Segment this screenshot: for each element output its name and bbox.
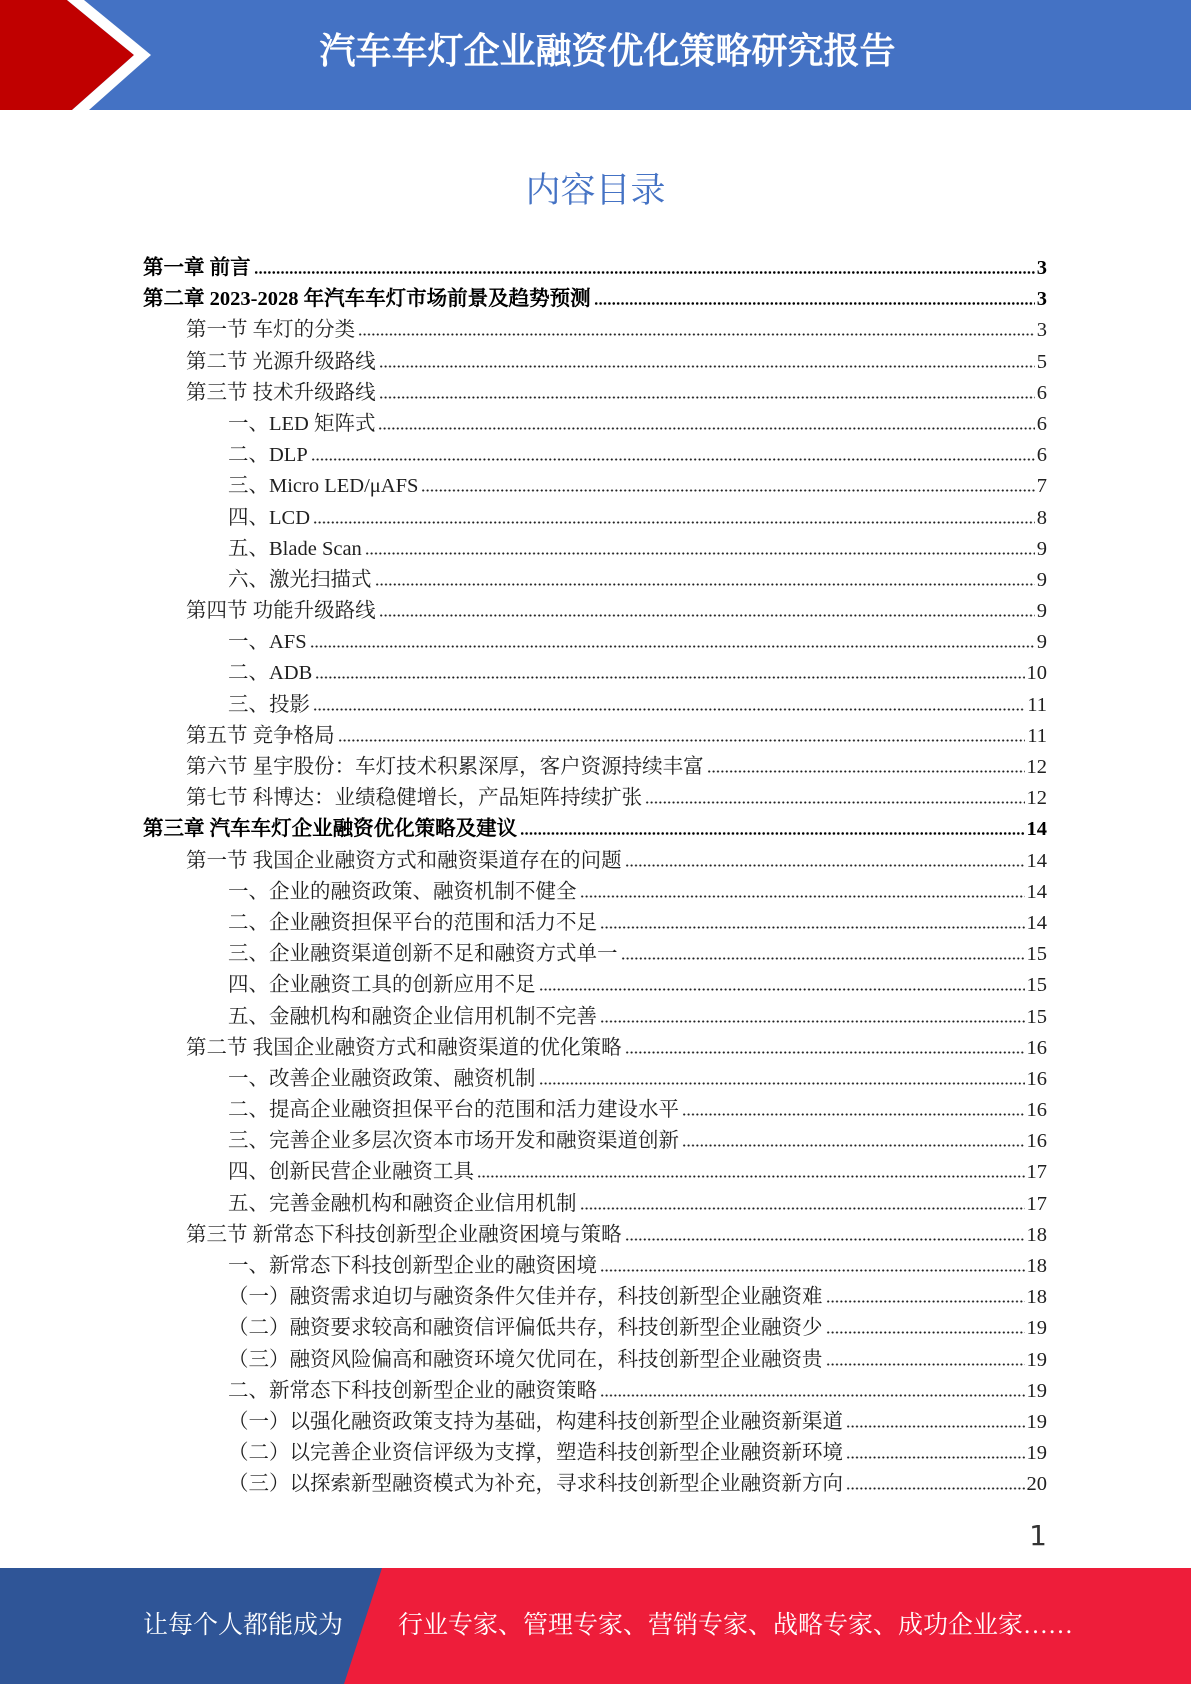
toc-entry-page-number: 6 (1036, 381, 1047, 404)
toc-entry[interactable] (143, 690, 1047, 721)
dot-leader (421, 489, 1034, 492)
toc-entry[interactable] (143, 534, 1047, 565)
toc-entry-page-number: 14 (1026, 911, 1047, 934)
toc-entry-title: 第一节 我国企业融资方式和融资渠道存在的问题 (186, 849, 622, 872)
toc-entry-page-number: 12 (1026, 787, 1047, 810)
toc-entry-page-number: 16 (1026, 1099, 1047, 1122)
toc-entry[interactable] (143, 1438, 1047, 1469)
toc-entry-page-number: 10 (1026, 662, 1047, 685)
page-header (0, 0, 1191, 110)
dot-leader (379, 614, 1035, 617)
toc-entry[interactable] (143, 721, 1047, 752)
toc-entry-page-number: 3 (1036, 288, 1047, 311)
toc-entry-page-number: 16 (1026, 1130, 1047, 1153)
toc-entry-title: 第四节 功能升级路线 (186, 600, 376, 623)
toc-entry-title: （二）融资要求较高和融资信评偏低共存，科技创新型企业融资少 (228, 1317, 823, 1340)
report-title: 汽车车灯企业融资优化策略研究报告 (319, 31, 896, 72)
toc-entry-title: 第七节 科博达：业绩稳健增长，产品矩阵持续扩张 (186, 787, 643, 810)
toc-entry[interactable] (143, 1002, 1047, 1033)
toc-entry-page-number: 16 (1026, 1067, 1047, 1090)
toc-entry[interactable] (143, 1313, 1047, 1344)
dot-leader (625, 1051, 1025, 1054)
dot-leader (539, 988, 1025, 991)
dot-leader (826, 1363, 1025, 1366)
dot-leader (477, 1175, 1025, 1178)
toc-entry-page-number: 16 (1026, 1036, 1047, 1059)
dot-leader (580, 895, 1025, 898)
dot-leader (310, 645, 1035, 648)
toc-entry-title: 一、新常态下科技创新型企业的融资困境 (228, 1255, 597, 1277)
dot-leader (846, 1456, 1025, 1459)
dot-leader (375, 583, 1035, 586)
toc-entry-title: （三）以探索新型融资模式为补充，寻求科技创新型企业融资新方向 (228, 1473, 843, 1496)
toc-entry-page-number: 20 (1026, 1473, 1047, 1496)
toc-entry-title: 三、完善企业多层次资本市场开发和融资渠道创新 (228, 1130, 679, 1153)
toc-entry[interactable] (143, 846, 1047, 877)
toc-entry-page-number: 9 (1036, 631, 1047, 654)
toc-entry[interactable] (143, 1064, 1047, 1095)
dot-leader (520, 832, 1024, 835)
toc-entry-title: 三、企业融资渠道创新不足和融资方式单一 (228, 943, 618, 966)
toc-entry[interactable] (143, 253, 1047, 284)
toc-entry-page-number: 3 (1036, 319, 1047, 342)
toc-entry-page-number: 9 (1036, 568, 1047, 591)
dot-leader (600, 1020, 1025, 1023)
toc-entry[interactable] (143, 1407, 1047, 1438)
dot-leader (645, 801, 1024, 804)
dot-leader (539, 1082, 1025, 1085)
toc-entry-title: 第二节 我国企业融资方式和融资渠道的优化策略 (186, 1036, 622, 1059)
toc-entry-page-number: 15 (1026, 943, 1047, 966)
dot-leader (594, 302, 1035, 305)
toc-entry-title: 一、企业的融资政策、融资机制不健全 (228, 880, 577, 903)
toc-entry-page-number: 19 (1026, 1379, 1047, 1402)
dot-leader (600, 926, 1025, 929)
toc-entry[interactable] (143, 939, 1047, 970)
toc-entry[interactable] (143, 1095, 1047, 1126)
dot-leader (707, 770, 1025, 773)
toc-entry[interactable] (143, 1033, 1047, 1064)
toc-entry[interactable] (143, 658, 1047, 689)
toc-entry[interactable] (143, 627, 1047, 658)
toc-entry-title: 五、Blade Scan (228, 537, 362, 560)
toc-entry-page-number: 14 (1026, 818, 1047, 841)
toc-entry-title: 四、LCD (228, 506, 310, 529)
toc-entry-page-number: 18 (1026, 1255, 1047, 1277)
dot-leader (600, 1394, 1025, 1397)
toc-entry-title: （三）融资风险偏高和融资环境欠优同在，科技创新型企业融资贵 (228, 1348, 823, 1371)
toc-entry-title: 第一节 车灯的分类 (186, 319, 356, 342)
footer-slogan-lead: 让每个人都能成为 (143, 1612, 344, 1639)
toc-entry[interactable] (143, 440, 1047, 471)
dot-leader (625, 864, 1025, 867)
dot-leader (846, 1425, 1025, 1428)
toc-entry-title: 第三节 技术升级路线 (186, 381, 376, 404)
toc-entry[interactable] (143, 378, 1047, 409)
toc-entry-page-number: 18 (1026, 1223, 1047, 1246)
toc-entry[interactable] (143, 347, 1047, 378)
toc-entry[interactable] (143, 1282, 1047, 1313)
dot-leader (254, 271, 1035, 274)
toc-entry[interactable] (143, 284, 1047, 315)
footer-slogan-roles: 行业专家、管理专家、营销专家、战略专家、成功企业家…… (398, 1612, 1074, 1639)
toc-entry[interactable] (143, 1469, 1047, 1500)
toc-entry-page-number: 7 (1036, 475, 1047, 498)
toc-entry-title: 三、投影 (228, 693, 310, 716)
dot-leader (313, 708, 1025, 711)
dot-leader (600, 1269, 1025, 1272)
toc-entry-title: 第二章 2023-2028 年汽车车灯市场前景及趋势预测 (143, 288, 591, 311)
toc-entry-title: 四、企业融资工具的创新应用不足 (228, 974, 536, 997)
toc-entry-title: 一、改善企业融资政策、融资机制 (228, 1067, 536, 1090)
toc-entry[interactable] (143, 814, 1047, 845)
toc-heading: 内容目录 (525, 171, 666, 211)
dot-leader (682, 1113, 1025, 1116)
dot-leader (621, 957, 1025, 960)
toc-entry[interactable] (143, 1220, 1047, 1251)
toc-entry-title: （二）以完善企业资信评级为支撑，塑造科技创新型企业融资新环境 (228, 1442, 843, 1465)
toc-entry-page-number: 3 (1036, 257, 1047, 279)
page-footer (0, 1568, 1191, 1684)
toc-entry-title: 六、激光扫描式 (228, 568, 372, 591)
toc-entry-page-number: 19 (1026, 1317, 1047, 1340)
toc-entry[interactable] (143, 596, 1047, 627)
toc-entry-page-number: 6 (1036, 444, 1047, 467)
toc-entry[interactable] (143, 877, 1047, 908)
toc-entry[interactable] (143, 503, 1047, 534)
table-of-contents (143, 253, 1047, 1501)
toc-entry-page-number: 8 (1036, 506, 1047, 529)
toc-entry-title: 第五节 竞争格局 (186, 724, 335, 747)
toc-entry-page-number: 17 (1026, 1192, 1047, 1215)
toc-entry[interactable] (143, 1376, 1047, 1407)
toc-entry-title: 四、创新民营企业融资工具 (228, 1161, 474, 1184)
toc-entry[interactable] (143, 1126, 1047, 1157)
toc-entry-page-number: 12 (1026, 756, 1047, 778)
toc-entry[interactable] (143, 1251, 1047, 1282)
toc-entry[interactable] (143, 970, 1047, 1001)
toc-entry[interactable] (143, 315, 1047, 346)
toc-entry-page-number: 11 (1027, 724, 1047, 747)
toc-entry-title: 二、ADB (228, 662, 313, 685)
toc-entry-page-number: 19 (1026, 1410, 1047, 1433)
toc-entry-page-number: 11 (1027, 693, 1047, 716)
page-number: 1 (1029, 1519, 1047, 1552)
dot-leader (338, 739, 1026, 742)
toc-entry[interactable] (143, 565, 1047, 596)
toc-entry-title: 五、完善金融机构和融资企业信用机制 (228, 1192, 577, 1215)
dot-leader (365, 552, 1035, 555)
toc-entry-title: 第六节 星宇股份：车灯技术积累深厚，客户资源持续丰富 (186, 756, 704, 778)
toc-entry-page-number: 17 (1026, 1161, 1047, 1184)
toc-entry-title: 一、AFS (228, 631, 307, 654)
toc-entry-title: 三、Micro LED/μAFS (228, 475, 419, 498)
toc-entry-page-number: 5 (1036, 350, 1047, 373)
dot-leader (826, 1331, 1025, 1334)
toc-entry-title: 一、LED 矩阵式 (228, 412, 376, 435)
toc-entry-page-number: 15 (1026, 1005, 1047, 1028)
toc-entry-title: 二、DLP (228, 444, 308, 467)
toc-entry-title: 二、提高企业融资担保平台的范围和活力建设水平 (228, 1099, 679, 1122)
toc-entry-page-number: 14 (1026, 880, 1047, 903)
dot-leader (826, 1300, 1025, 1303)
toc-entry-title: 二、新常态下科技创新型企业的融资策略 (228, 1379, 597, 1402)
toc-entry-title: 五、金融机构和融资企业信用机制不完善 (228, 1005, 597, 1028)
toc-entry[interactable] (143, 471, 1047, 502)
toc-entry-page-number: 14 (1026, 849, 1047, 872)
dot-leader (682, 1144, 1025, 1147)
dot-leader (379, 365, 1035, 368)
toc-entry[interactable] (143, 908, 1047, 939)
toc-entry-title: （一）融资需求迫切与融资条件欠佳并存，科技创新型企业融资难 (228, 1286, 823, 1309)
toc-entry-title: 第三节 新常态下科技创新型企业融资困境与策略 (186, 1223, 622, 1246)
toc-entry[interactable] (143, 752, 1047, 783)
toc-entry[interactable] (143, 409, 1047, 440)
dot-leader (313, 521, 1035, 524)
toc-entry-title: 第三章 汽车车灯企业融资优化策略及建议 (143, 818, 518, 841)
toc-entry-page-number: 18 (1026, 1286, 1047, 1309)
toc-entry-page-number: 9 (1036, 537, 1047, 560)
toc-entry-title: 二、企业融资担保平台的范围和活力不足 (228, 911, 597, 934)
dot-leader (378, 427, 1034, 430)
toc-entry-page-number: 19 (1026, 1442, 1047, 1465)
toc-entry-title: （一）以强化融资政策支持为基础，构建科技创新型企业融资新渠道 (228, 1410, 843, 1433)
toc-entry[interactable] (143, 1189, 1047, 1220)
toc-entry-page-number: 19 (1026, 1348, 1047, 1371)
toc-entry-page-number: 6 (1036, 412, 1047, 435)
toc-entry[interactable] (143, 1157, 1047, 1188)
dot-leader (379, 396, 1035, 399)
toc-entry[interactable] (143, 1345, 1047, 1376)
dot-leader (315, 676, 1024, 679)
toc-entry-title: 第一章 前言 (143, 257, 251, 279)
toc-entry-page-number: 15 (1026, 974, 1047, 997)
toc-entry[interactable] (143, 783, 1047, 814)
dot-leader (358, 333, 1035, 336)
dot-leader (625, 1238, 1025, 1241)
dot-leader (311, 458, 1035, 461)
dot-leader (580, 1207, 1025, 1210)
dot-leader (846, 1487, 1025, 1490)
toc-entry-page-number: 9 (1036, 600, 1047, 623)
toc-entry-title: 第二节 光源升级路线 (186, 350, 376, 373)
